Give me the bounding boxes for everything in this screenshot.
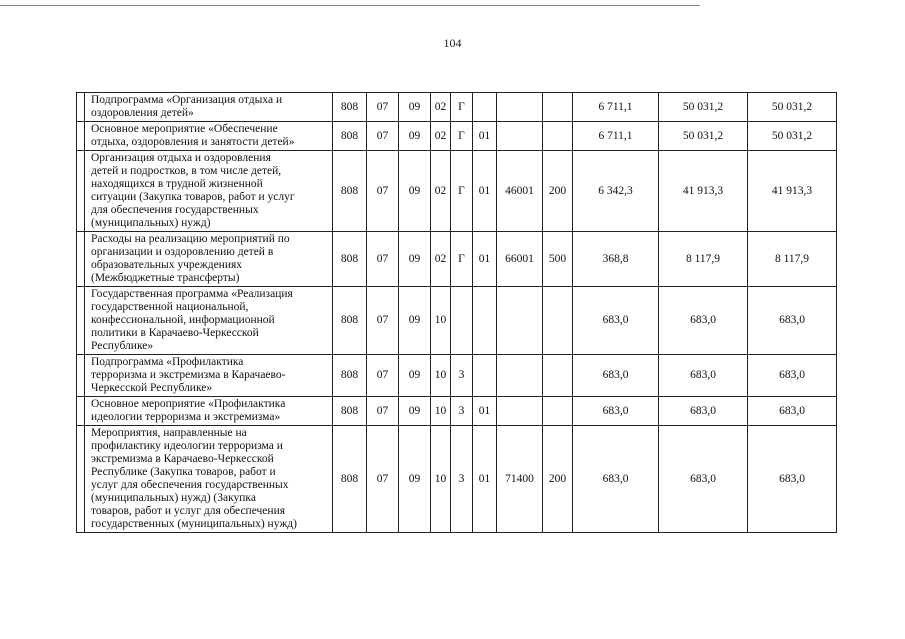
expense-type-code-cell: 200 (543, 151, 573, 232)
item-name-line: ситуации (Закупка товаров, работ и услуг (91, 191, 295, 203)
item-name-cell (85, 355, 333, 397)
ministry-code-cell: 808 (333, 151, 367, 232)
program-code-cell: 10 (431, 355, 451, 397)
item-name-line: профилактику идеологии терроризма и (91, 440, 283, 452)
amount-year1-cell: 683,0 (573, 355, 659, 397)
amount-year2-cell: 683,0 (659, 355, 748, 397)
table-row (77, 426, 837, 533)
item-name-line: Республике (Закупка товаров, работ и (91, 466, 276, 478)
item-name-line: Основное мероприятие «Профилактика (91, 398, 286, 410)
expense-type-code-cell (543, 122, 573, 151)
expense-type-code-cell (543, 355, 573, 397)
item-name-cell (85, 397, 333, 426)
subsection-code-cell: 09 (399, 93, 431, 122)
program-code-cell: 10 (431, 287, 451, 355)
direction-code-cell (497, 122, 543, 151)
item-name-line: государственных (муниципальных) нужд) (91, 518, 297, 530)
ministry-code-cell: 808 (333, 426, 367, 533)
item-name-line: Подпрограмма «Организация отдыха и (91, 94, 283, 106)
row-marker-cell (77, 397, 85, 426)
page-number: 104 (443, 36, 462, 50)
table-row (77, 151, 837, 232)
item-name-line: услуг для обеспечения государственных (91, 479, 289, 491)
subsection-code-cell: 09 (399, 232, 431, 287)
direction-code-cell (497, 93, 543, 122)
amount-year3-cell: 683,0 (748, 426, 837, 533)
direction-code-cell (497, 355, 543, 397)
amount-year3-cell: 50 031,2 (748, 122, 837, 151)
ministry-code-cell: 808 (333, 397, 367, 426)
expense-type-code-cell: 500 (543, 232, 573, 287)
ministry-code-cell: 808 (333, 355, 367, 397)
item-name-line: экстремизма в Карачаево-Черкесской (91, 453, 274, 465)
amount-year2-cell: 41 913,3 (659, 151, 748, 232)
direction-code-cell: 66001 (497, 232, 543, 287)
program-code-cell: 02 (431, 151, 451, 232)
item-name-cell (85, 151, 333, 232)
measure-code-cell: 01 (473, 397, 497, 426)
amount-year2-cell: 683,0 (659, 287, 748, 355)
item-name-cell (85, 426, 333, 533)
subprogram-code-cell: 3 (451, 397, 473, 426)
section-code-cell: 07 (367, 151, 399, 232)
item-name-line: образовательных учреждениях (91, 259, 243, 271)
table-row (77, 93, 837, 122)
item-name-line: Черкесской Республике» (91, 382, 213, 394)
amount-year1-cell: 683,0 (573, 287, 659, 355)
subprogram-code-cell: Г (451, 232, 473, 287)
section-code-cell: 07 (367, 122, 399, 151)
section-code-cell: 07 (367, 287, 399, 355)
measure-code-cell: 01 (473, 151, 497, 232)
item-name-line: терроризма и экстремизма в Карачаево- (91, 369, 286, 381)
item-name-line: Расходы на реализацию мероприятий по (91, 233, 290, 245)
amount-year1-cell: 6 711,1 (573, 93, 659, 122)
section-code-cell: 07 (367, 426, 399, 533)
amount-year2-cell: 683,0 (659, 397, 748, 426)
measure-code-cell: 01 (473, 426, 497, 533)
amount-year3-cell: 50 031,2 (748, 93, 837, 122)
amount-year3-cell: 41 913,3 (748, 151, 837, 232)
budget-table-body (77, 93, 837, 533)
amount-year1-cell: 683,0 (573, 397, 659, 426)
item-name-line: Подпрограмма «Профилактика (91, 356, 244, 368)
item-name-cell (85, 232, 333, 287)
section-code-cell: 07 (367, 397, 399, 426)
subprogram-code-cell: Г (451, 122, 473, 151)
row-marker-cell (77, 232, 85, 287)
item-name-line: Республике» (91, 340, 154, 352)
subsection-code-cell: 09 (399, 122, 431, 151)
table-row (77, 287, 837, 355)
direction-code-cell: 71400 (497, 426, 543, 533)
item-name-cell (85, 93, 333, 122)
ministry-code-cell: 808 (333, 287, 367, 355)
section-code-cell: 07 (367, 355, 399, 397)
item-name-line: конфессиональной, информационной (91, 314, 275, 326)
table-row (77, 397, 837, 426)
program-code-cell: 02 (431, 122, 451, 151)
subprogram-code-cell (451, 287, 473, 355)
item-name-line: Основное мероприятие «Обеспечение (91, 123, 278, 135)
budget-table-container (76, 92, 836, 533)
table-row (77, 355, 837, 397)
expense-type-code-cell (543, 397, 573, 426)
amount-year2-cell: 683,0 (659, 426, 748, 533)
subprogram-code-cell: Г (451, 151, 473, 232)
ministry-code-cell: 808 (333, 122, 367, 151)
item-name-line: (муниципальных) нужд) (91, 217, 211, 229)
program-code-cell: 02 (431, 93, 451, 122)
expense-type-code-cell: 200 (543, 426, 573, 533)
subsection-code-cell: 09 (399, 355, 431, 397)
row-marker-cell (77, 426, 85, 533)
amount-year2-cell: 50 031,2 (659, 122, 748, 151)
direction-code-cell: 46001 (497, 151, 543, 232)
amount-year1-cell: 368,8 (573, 232, 659, 287)
amount-year1-cell: 683,0 (573, 426, 659, 533)
row-marker-cell (77, 122, 85, 151)
item-name-line: организации и оздоровлению детей в (91, 246, 274, 258)
subsection-code-cell: 09 (399, 397, 431, 426)
amount-year1-cell: 6 342,3 (573, 151, 659, 232)
measure-code-cell (473, 355, 497, 397)
amount-year1-cell: 6 711,1 (573, 122, 659, 151)
ministry-code-cell: 808 (333, 232, 367, 287)
measure-code-cell: 01 (473, 232, 497, 287)
item-name-line: для обеспечения государственных (91, 204, 259, 216)
item-name-line: политики в Карачаево-Черкесской (91, 327, 259, 339)
program-code-cell: 10 (431, 397, 451, 426)
table-row (77, 122, 837, 151)
section-code-cell: 07 (367, 93, 399, 122)
amount-year3-cell: 8 117,9 (748, 232, 837, 287)
item-name-line: (Межбюджетные трансферты) (91, 272, 240, 284)
amount-year2-cell: 8 117,9 (659, 232, 748, 287)
row-marker-cell (77, 151, 85, 232)
subsection-code-cell: 09 (399, 287, 431, 355)
direction-code-cell (497, 397, 543, 426)
budget-table (76, 92, 837, 533)
program-code-cell: 10 (431, 426, 451, 533)
subsection-code-cell: 09 (399, 426, 431, 533)
amount-year2-cell: 50 031,2 (659, 93, 748, 122)
row-marker-cell (77, 287, 85, 355)
item-name-line: государственной национальной, (91, 301, 249, 313)
item-name-line: находящихся в трудной жизненной (91, 178, 263, 190)
amount-year3-cell: 683,0 (748, 397, 837, 426)
item-name-line: Мероприятия, направленные на (91, 427, 247, 439)
item-name-cell (85, 122, 333, 151)
measure-code-cell (473, 93, 497, 122)
program-code-cell: 02 (431, 232, 451, 287)
expense-type-code-cell (543, 287, 573, 355)
subprogram-code-cell: 3 (451, 426, 473, 533)
item-name-line: отдыха, оздоровления и занятости детей» (91, 136, 295, 148)
direction-code-cell (497, 287, 543, 355)
measure-code-cell: 01 (473, 122, 497, 151)
expense-type-code-cell (543, 93, 573, 122)
item-name-line: оздоровления детей» (91, 107, 194, 119)
measure-code-cell (473, 287, 497, 355)
subprogram-code-cell: 3 (451, 355, 473, 397)
subprogram-code-cell: Г (451, 93, 473, 122)
row-marker-cell (77, 93, 85, 122)
amount-year3-cell: 683,0 (748, 355, 837, 397)
item-name-line: Организация отдыха и оздоровления (91, 152, 271, 164)
item-name-line: товаров, работ и услуг для обеспечения (91, 505, 286, 517)
ministry-code-cell: 808 (333, 93, 367, 122)
subsection-code-cell: 09 (399, 151, 431, 232)
item-name-cell (85, 287, 333, 355)
section-code-cell: 07 (367, 232, 399, 287)
item-name-line: Государственная программа «Реализация (91, 288, 293, 300)
amount-year3-cell: 683,0 (748, 287, 837, 355)
row-marker-cell (77, 355, 85, 397)
scan-edge-line (0, 5, 700, 6)
item-name-line: детей и подростков, в том числе детей, (91, 165, 282, 177)
table-row (77, 232, 837, 287)
item-name-line: идеологии терроризма и экстремизма» (91, 411, 281, 423)
item-name-line: (муниципальных) нужд) (Закупка (91, 492, 256, 504)
